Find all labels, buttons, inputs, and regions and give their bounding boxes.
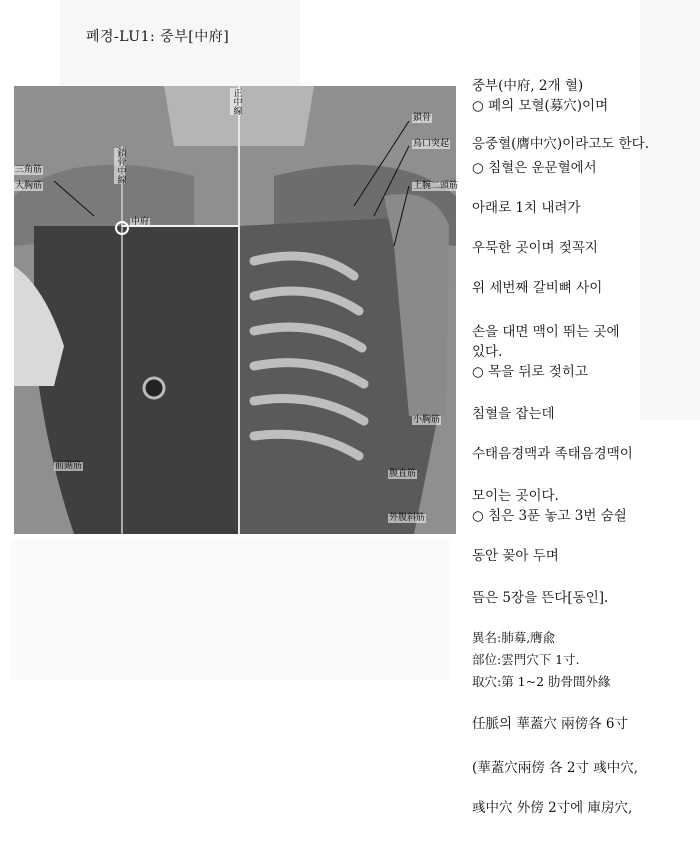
label-external-oblique: 外腹斜筋 (389, 513, 426, 523)
text-line: 위 세번째 갈비뼈 사이 (472, 280, 603, 296)
text-line: 뜸은 5장을 뜬다[동인]. (472, 590, 609, 606)
text-line-locating: 取穴:第 1~2 肋骨間外緣 (472, 674, 611, 689)
label-coracoid: 烏口突起 (413, 139, 450, 149)
text-line: 우묵한 곳이며 젖꼭지 (472, 240, 598, 256)
text-line: 彧中穴 外傍 2寸에 庫房穴, (472, 800, 633, 816)
label-midline: 正中線 (231, 88, 242, 115)
text-line: 모이는 곳이다. (472, 488, 559, 504)
label-biceps: 上腕二頭筋 (413, 181, 459, 191)
label-midclavicular-line: 鎖骨中線 (115, 148, 126, 184)
text-line: 동안 꽂아 두며 (472, 548, 559, 564)
scan-bleed-right (640, 0, 700, 420)
label-serratus-anterior: 前鋸筋 (55, 461, 83, 471)
text-line: 손을 대면 맥이 뛰는 곳에 (472, 324, 620, 340)
text-line: ○ 침혈은 운문혈에서 (472, 160, 597, 176)
anatomy-figure (14, 86, 459, 534)
text-line-location: 部位:雲門穴下 1寸. (472, 652, 580, 667)
text-line: 任脈의 華蓋穴 兩傍各 6寸 (472, 716, 629, 732)
text-line-alias: 異名:肺募,膺兪 (472, 630, 556, 645)
text-line: 침혈을 잡는데 (472, 406, 555, 422)
label-rectus-abdominis: 腹直筋 (389, 469, 417, 479)
text-line: 중부(中府, 2개 혈) (472, 78, 584, 94)
text-line: ○ 폐의 모혈(募穴)이며 (472, 98, 609, 114)
label-deltoid: 三角筋 (15, 165, 43, 175)
text-line: ○ 목을 뒤로 젖히고 (472, 364, 588, 380)
scan-bleed-mid (10, 540, 450, 680)
label-pectoralis-major: 大胸筋 (15, 181, 43, 191)
label-pectoralis-minor: 小胸筋 (413, 415, 441, 425)
text-line: 응중혈(膺中穴)이라고도 한다. (472, 136, 649, 152)
text-line: 아래로 1치 내려가 (472, 200, 581, 216)
label-zhongfu-point: 中府 (131, 217, 150, 227)
text-line: 수태음경맥과 족태음경맥이 (472, 446, 633, 462)
page-header: 폐경-LU1: 중부[中府] (86, 29, 230, 45)
text-line: ○ 침은 3푼 놓고 3번 숨쉴 (472, 508, 627, 524)
text-line: (華蓋穴兩傍 各 2寸 彧中穴, (472, 760, 639, 776)
label-clavicle: 鎖骨 (413, 113, 432, 123)
text-line: 있다. (472, 344, 503, 360)
